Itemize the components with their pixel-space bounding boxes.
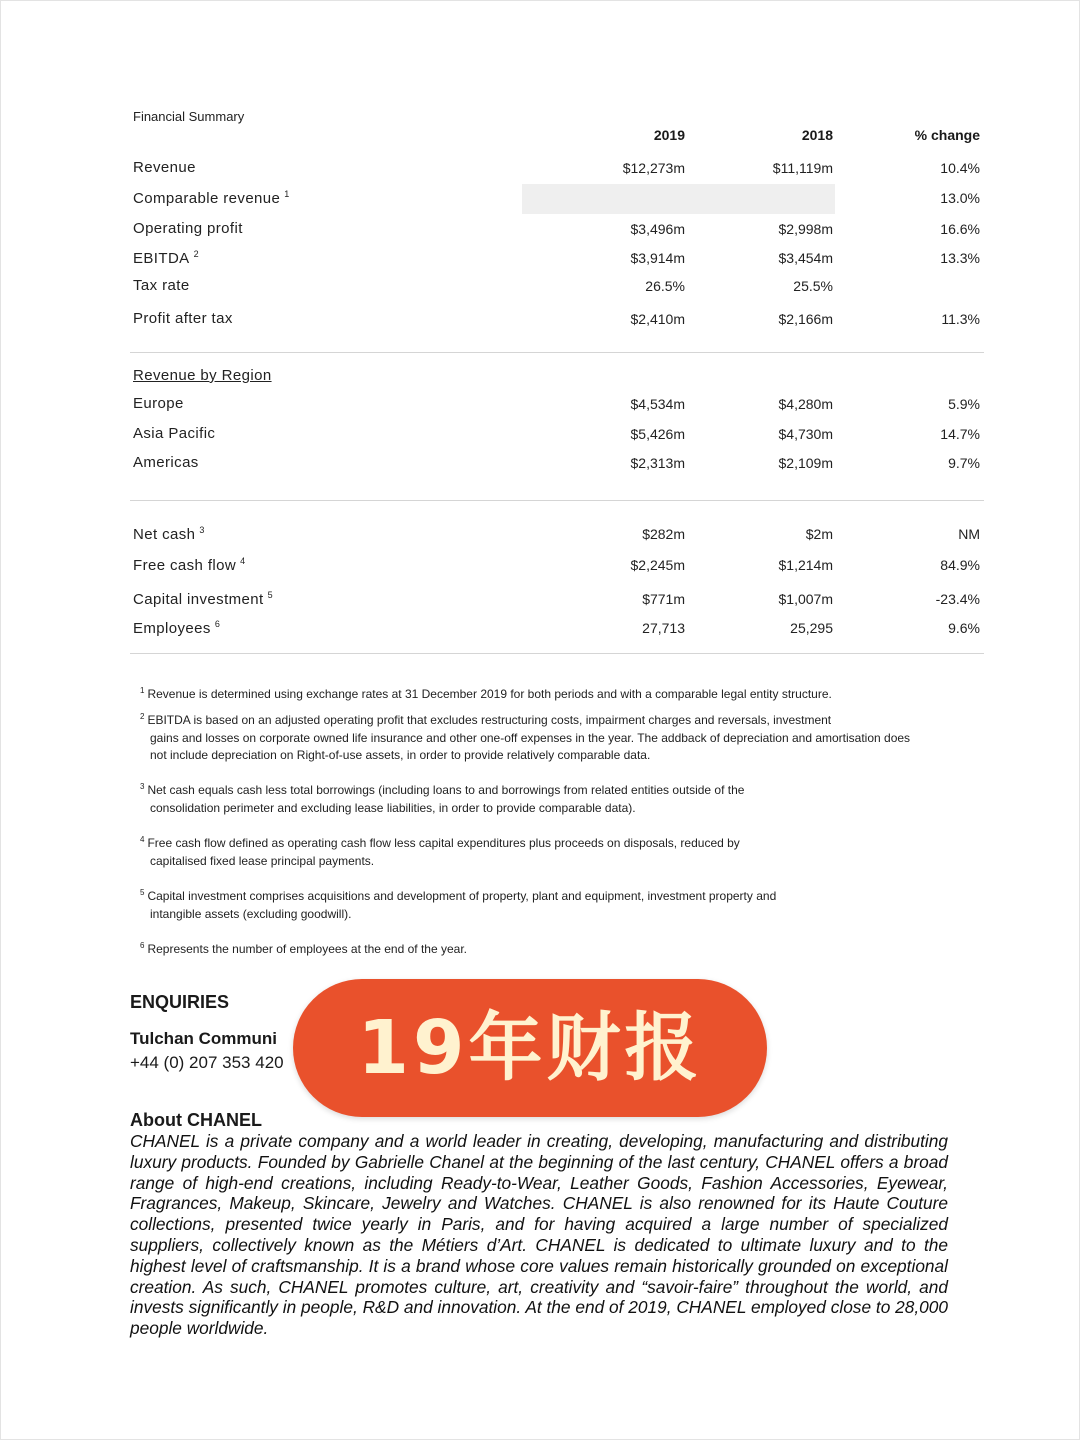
row-label: Free cash flow $^4$ xyxy=(133,556,246,574)
row-label: Tax rate xyxy=(133,277,190,294)
table-row-ebitda xyxy=(0,249,1080,273)
value-2019: $282m xyxy=(642,526,685,542)
footnote-6: $^6$ Represents the number of employees at the end of the year. xyxy=(140,941,467,956)
value-pct-change: 5.9% xyxy=(948,396,980,412)
value-pct-change: 9.7% xyxy=(948,455,980,471)
report-year-sticker xyxy=(293,979,767,1117)
value-pct-change: 13.0% xyxy=(940,190,980,206)
value-2018: $2,109m xyxy=(778,455,833,471)
row-label: Americas xyxy=(133,454,199,471)
value-2018: $2,998m xyxy=(778,221,833,237)
financial-summary-title: Financial Summary xyxy=(133,109,245,124)
table-row-profit-after-tax xyxy=(0,310,1080,334)
enquiries-heading: ENQUIRIES xyxy=(130,992,230,1012)
value-pct-change: 10.4% xyxy=(940,160,980,176)
row-label: Operating profit xyxy=(133,220,243,237)
value-2019: $3,496m xyxy=(630,221,685,237)
value-2018: $11,119m xyxy=(772,160,833,176)
column-header-2019: 2019 xyxy=(653,127,685,143)
footnote-4: $^4$ Free cash flow defined as operating cash flow less capital expenditures plus proceeds on disposals, reduced by capitalised fixed lease principal payments. xyxy=(140,835,740,868)
value-2019: $2,245m xyxy=(630,557,685,573)
revenue-by-region-heading: Revenue by Region xyxy=(133,367,272,384)
value-2018: $4,730m xyxy=(778,426,833,442)
row-label: Comparable revenue $^1$ xyxy=(133,189,290,207)
value-2019: $3,914m xyxy=(630,250,685,266)
value-2018: $1,007m xyxy=(778,591,833,607)
value-2019: $4,534m xyxy=(630,396,685,412)
row-label: Capital investment $^5$ xyxy=(133,590,273,608)
value-2018: $1,214m xyxy=(778,557,833,573)
value-2019: $771m xyxy=(642,591,685,607)
table-row-employees xyxy=(0,619,1080,643)
value-pct-change: 13.3% xyxy=(940,250,980,266)
value-pct-change: 11.3% xyxy=(941,311,980,327)
value-2018: $2m xyxy=(805,526,833,542)
row-label: Profit after tax xyxy=(133,310,233,327)
value-pct-change: 14.7% xyxy=(940,426,980,442)
value-pct-change: NM xyxy=(958,526,980,542)
table-row-capital-investment xyxy=(0,590,1080,614)
value-pct-change: 16.6% xyxy=(940,221,980,237)
section-divider xyxy=(130,352,984,353)
table-row-free-cash-flow xyxy=(0,556,1080,580)
row-label: Revenue xyxy=(133,159,196,176)
table-row-tax-rate xyxy=(0,277,1080,301)
section-divider xyxy=(130,653,984,654)
sticker-text: 19年财报 xyxy=(357,1005,703,1091)
footnote-1: $^1$ Revenue is determined using exchange rates at 31 December 2019 for both periods and with a comparable legal entity structure. xyxy=(140,686,832,701)
value-2018: 25.5% xyxy=(793,278,833,294)
enquiries-phone: +44 (0) 207 353 420 xyxy=(130,1053,284,1072)
column-header-2018: 2018 xyxy=(801,127,833,143)
footnote-3: $^3$ Net cash equals cash less total borrowings (including loans to and borrowings from related entities outside of the consolidation perimeter and excluding lease liabilities, in order to provide comparable data). xyxy=(140,782,745,815)
footnote-ref: 3 xyxy=(199,525,205,535)
value-2018: 25,295 xyxy=(790,620,833,636)
table-row-net-cash xyxy=(0,525,1080,549)
row-label: Asia Pacific xyxy=(133,425,216,442)
value-2019: 27,713 xyxy=(642,620,685,636)
row-label: Europe xyxy=(133,395,184,412)
row-label: EBITDA $^2$ xyxy=(133,249,199,267)
row-label: Net cash $^3$ xyxy=(133,525,205,543)
table-row-operating-profit xyxy=(0,220,1080,244)
value-2018: $4,280m xyxy=(778,396,833,412)
value-2019: 26.5% xyxy=(645,278,685,294)
value-pct-change: 84.9% xyxy=(940,557,980,573)
value-2019: $12,273m xyxy=(622,160,685,176)
table-row-asia-pacific xyxy=(0,425,1080,449)
value-2019: $2,410m xyxy=(630,311,685,327)
table-row-europe xyxy=(0,395,1080,419)
footnote-ref: 2 xyxy=(193,249,199,259)
column-header-pct-change: % change xyxy=(914,127,980,143)
row-label: Employees $^6$ xyxy=(133,619,221,637)
table-row-comparable-revenue xyxy=(0,189,1080,213)
value-2019: $2,313m xyxy=(630,455,685,471)
about-chanel-body: CHANEL is a private company and a world leader in creating, developing, manufacturing and distributing luxury products. Founded by Gabrielle Chanel at the beginning of the last century, CHANEL offers a broad range of high-end creations, including Ready-to-Wear, Leather Goods, Fashion Accessories, Eyewear, Fragrances, Makeup, Skincare, Jewelry and Watches. CHANEL is also renowned for its Haute Couture collections, presented twice yearly in Paris, and for having acquired a large number of specialized suppliers, collectively known as the Métiers d’Art. CHANEL is dedicated to ultimate luxury and to the highest level of craftsmanship. It is a brand whose core values remain historically grounded on exceptional creation. As such, CHANEL promotes culture, art, creativity and “savoir-faire” throughout the world, and invests significantly in people, R&D and innovation. At the end of 2019, CHANEL employed close to 28,000 people worldwide. xyxy=(130,1131,948,1339)
value-pct-change: -23.4% xyxy=(935,591,980,607)
section-divider xyxy=(130,500,984,501)
footnote-ref: 4 xyxy=(240,556,246,566)
footnote-ref: 5 xyxy=(267,590,273,600)
value-2019: $5,426m xyxy=(630,426,685,442)
value-pct-change: 9.6% xyxy=(948,620,980,636)
enquiries-contact-name: Tulchan Communi xyxy=(130,1029,278,1048)
footnote-ref: 6 xyxy=(214,619,221,629)
footnote-5: $^5$ Capital investment comprises acquisitions and development of property, plant and equipment, investment property and intangible assets (excluding goodwill). xyxy=(140,888,777,921)
value-2018: $3,454m xyxy=(778,250,833,266)
table-row-revenue xyxy=(0,159,1080,183)
footnote-ref: 1 xyxy=(284,189,290,199)
about-chanel-heading: About CHANEL xyxy=(130,1110,262,1130)
footnote-2: $^2$ EBITDA is based on an adjusted operating profit that excludes restructuring costs, impairment charges and reversals, investment gains and losses on corporate owned life insurance and other one-off expenses in the year. The addback of depreciation and amortisation does not include depreciation on Right-of-use assets, in order to provide relatively comparable data. xyxy=(140,712,911,762)
value-2018: $2,166m xyxy=(778,311,833,327)
table-row-americas xyxy=(0,454,1080,478)
